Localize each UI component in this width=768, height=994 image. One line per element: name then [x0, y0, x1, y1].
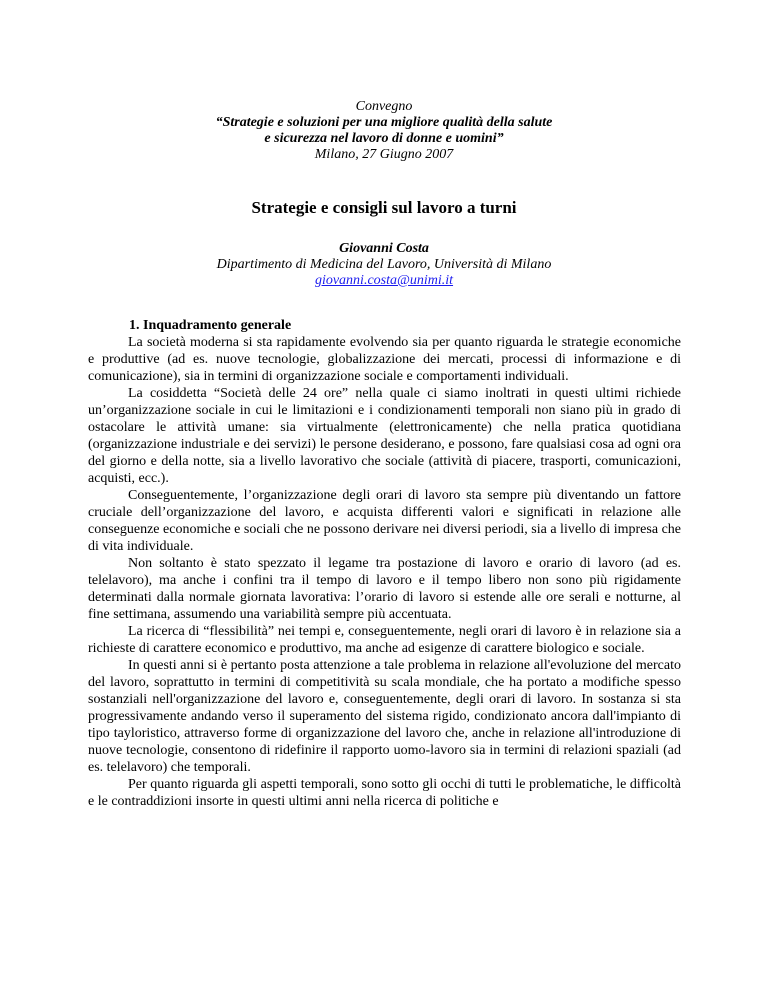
body-paragraph: Per quanto riguarda gli aspetti temporali, sono sotto gli occhi di tutti le problematiche, le difficoltà e le contraddizioni insorte in questi ultimi anni nella ricerca di politiche e: [88, 777, 681, 809]
body-paragraph: Conseguentemente, l’organizzazione degli orari di lavoro sta sempre più diventando un fattore cruciale dell’organizzazione del lavoro, e acquista differenti valori e significati in relazione alle conseguenze economiche e sociali che ne possono derivare nei diversi periodi, sia a livello di impresa che di vita individuale.: [88, 488, 681, 554]
conference-title-line-1: “Strategie e soluzioni per una migliore qualità della salute: [215, 115, 553, 130]
conference-label: Convegno: [355, 99, 413, 114]
author-block: [0, 241, 768, 289]
author-affiliation: Dipartimento di Medicina del Lavoro, Università di Milano: [216, 257, 552, 272]
body-paragraph: In questi anni si è pertanto posta attenzione a tale problema in relazione all'evoluzione del mercato del lavoro, soprattutto in termini di competitività su scala mondiale, che ha portato a modifiche spesso sostanziali nell'organizzazione del lavoro e, conseguentemente, degli orari di lavoro. In sostanza si sta progressivamente andando verso il superamento del sistema rigido, condizionato ancora dall'impianto di tipo tayloristico, attraverso forme di organizzazione del lavoro che, anche in relazione all'introduzione di nuove tecnologie, consentono di ridefinire il rapporto uomo-lavoro sia in termini di relazioni spaziali (ad es. telelavoro) che temporali.: [88, 658, 681, 775]
conference-date-place: Milano, 27 Giugno 2007: [314, 147, 454, 162]
body-paragraph: La ricerca di “flessibilità” nei tempi e, conseguentemente, negli orari di lavoro è in relazione sia a richieste di carattere economico e produttivo, ma anche ad esigenze di carattere biologico e sociale.: [88, 624, 681, 656]
document-title: Strategie e consigli sul lavoro a turni: [251, 198, 517, 217]
author-email-link[interactable]: giovanni.costa@unimi.it: [314, 273, 454, 288]
body-paragraph: La società moderna si sta rapidamente evolvendo sia per quanto riguarda le strategie economiche e produttive (ad es. nuove tecnologie, globalizzazione dei mercati, processi di informazione e di comunicazione), sia in termini di organizzazione sociale e comportamenti individuali.: [88, 335, 681, 384]
author-name: Giovanni Costa: [339, 241, 429, 256]
conference-title-line-2: e sicurezza nel lavoro di donne e uomini”: [264, 131, 504, 146]
document-body: [88, 317, 681, 810]
conference-header: [0, 99, 768, 163]
body-paragraph: La cosiddetta “Società delle 24 ore” nella quale ci siamo inoltrati in questi ultimi richiede un’organizzazione sociale in cui le limitazioni e i condizionamenti temporali non siano più in grado di ostacolare le attività umane: sia virtualmente (elettronicamente) che nella pratica quotidiana (organizzazione industriale e dei servizi) le persone desiderano, e possono, fare qualsiasi cosa ad ogni ora del giorno e della notte, sia a livello lavorativo che sociale (attività di piacere, trasporti, comunicazioni, acquisti, ecc.).: [88, 386, 681, 486]
section-heading: 1. Inquadramento generale: [129, 318, 292, 333]
body-paragraph: Non soltanto è stato spezzato il legame tra postazione di lavoro e orario di lavoro (ad es. telelavoro), ma anche i confini tra il tempo di lavoro e il tempo libero non sono più rigidamente determinati dalla normale giornata lavorativa: l’orario di lavoro si estende alle ore serali e notturne, al fine settimana, assumendo una variabilità sempre più accentuata.: [88, 556, 681, 622]
